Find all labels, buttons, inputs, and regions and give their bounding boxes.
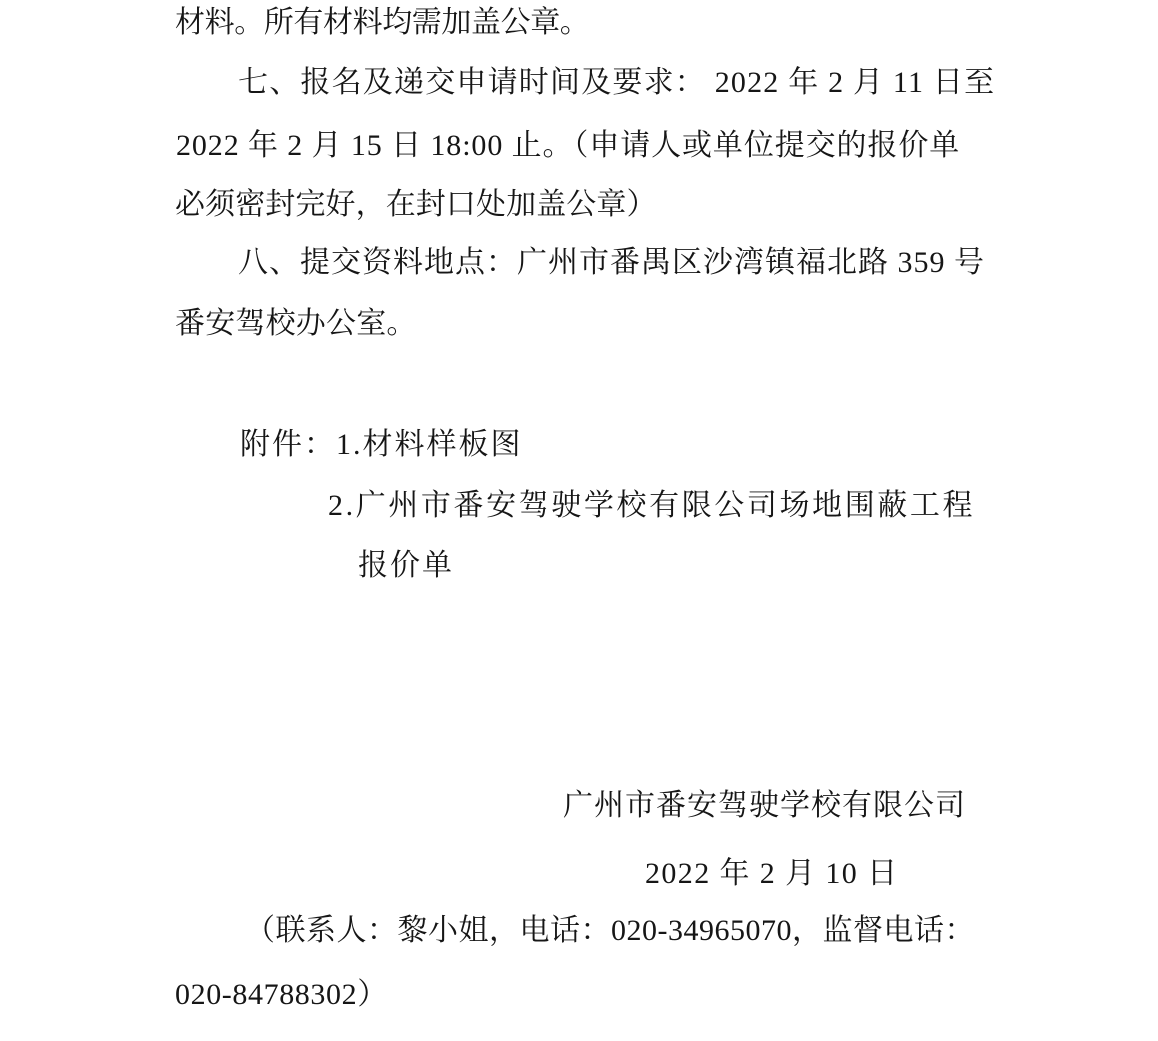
item8-heading-line: 八、提交资料地点：广州市番禺区沙湾镇福北路 359 号 <box>238 246 985 279</box>
item8-continuation-line: 番安驾校办公室。 <box>175 307 417 340</box>
attachments-item2-line-1: 2.广州市番安驾驶学校有限公司场地围蔽工程 <box>328 489 976 522</box>
signature-company-name: 广州市番安驾驶学校有限公司 <box>563 789 966 822</box>
contact-info-line-2: 020-84788302） <box>175 978 388 1011</box>
item7-continuation-line-1: 2022 年 2 月 15 日 18:00 止。（申请人或单位提交的报价单 <box>176 129 961 162</box>
body-line-seal-requirement: 材料。所有材料均需加盖公章。 <box>175 6 590 39</box>
item7-continuation-line-2: 必须密封完好，在封口处加盖公章） <box>175 188 657 221</box>
signature-date: 2022 年 2 月 10 日 <box>645 857 899 890</box>
contact-info-line-1: （联系人：黎小姐，电话：020-34965070，监督电话： <box>245 914 975 947</box>
attachments-label-item1: 附件：1.材料样板图 <box>240 428 523 461</box>
item7-heading-line: 七、报名及递交申请时间及要求： 2022 年 2 月 11 日至 <box>238 66 996 99</box>
attachments-item2-line-2: 报价单 <box>358 549 454 582</box>
